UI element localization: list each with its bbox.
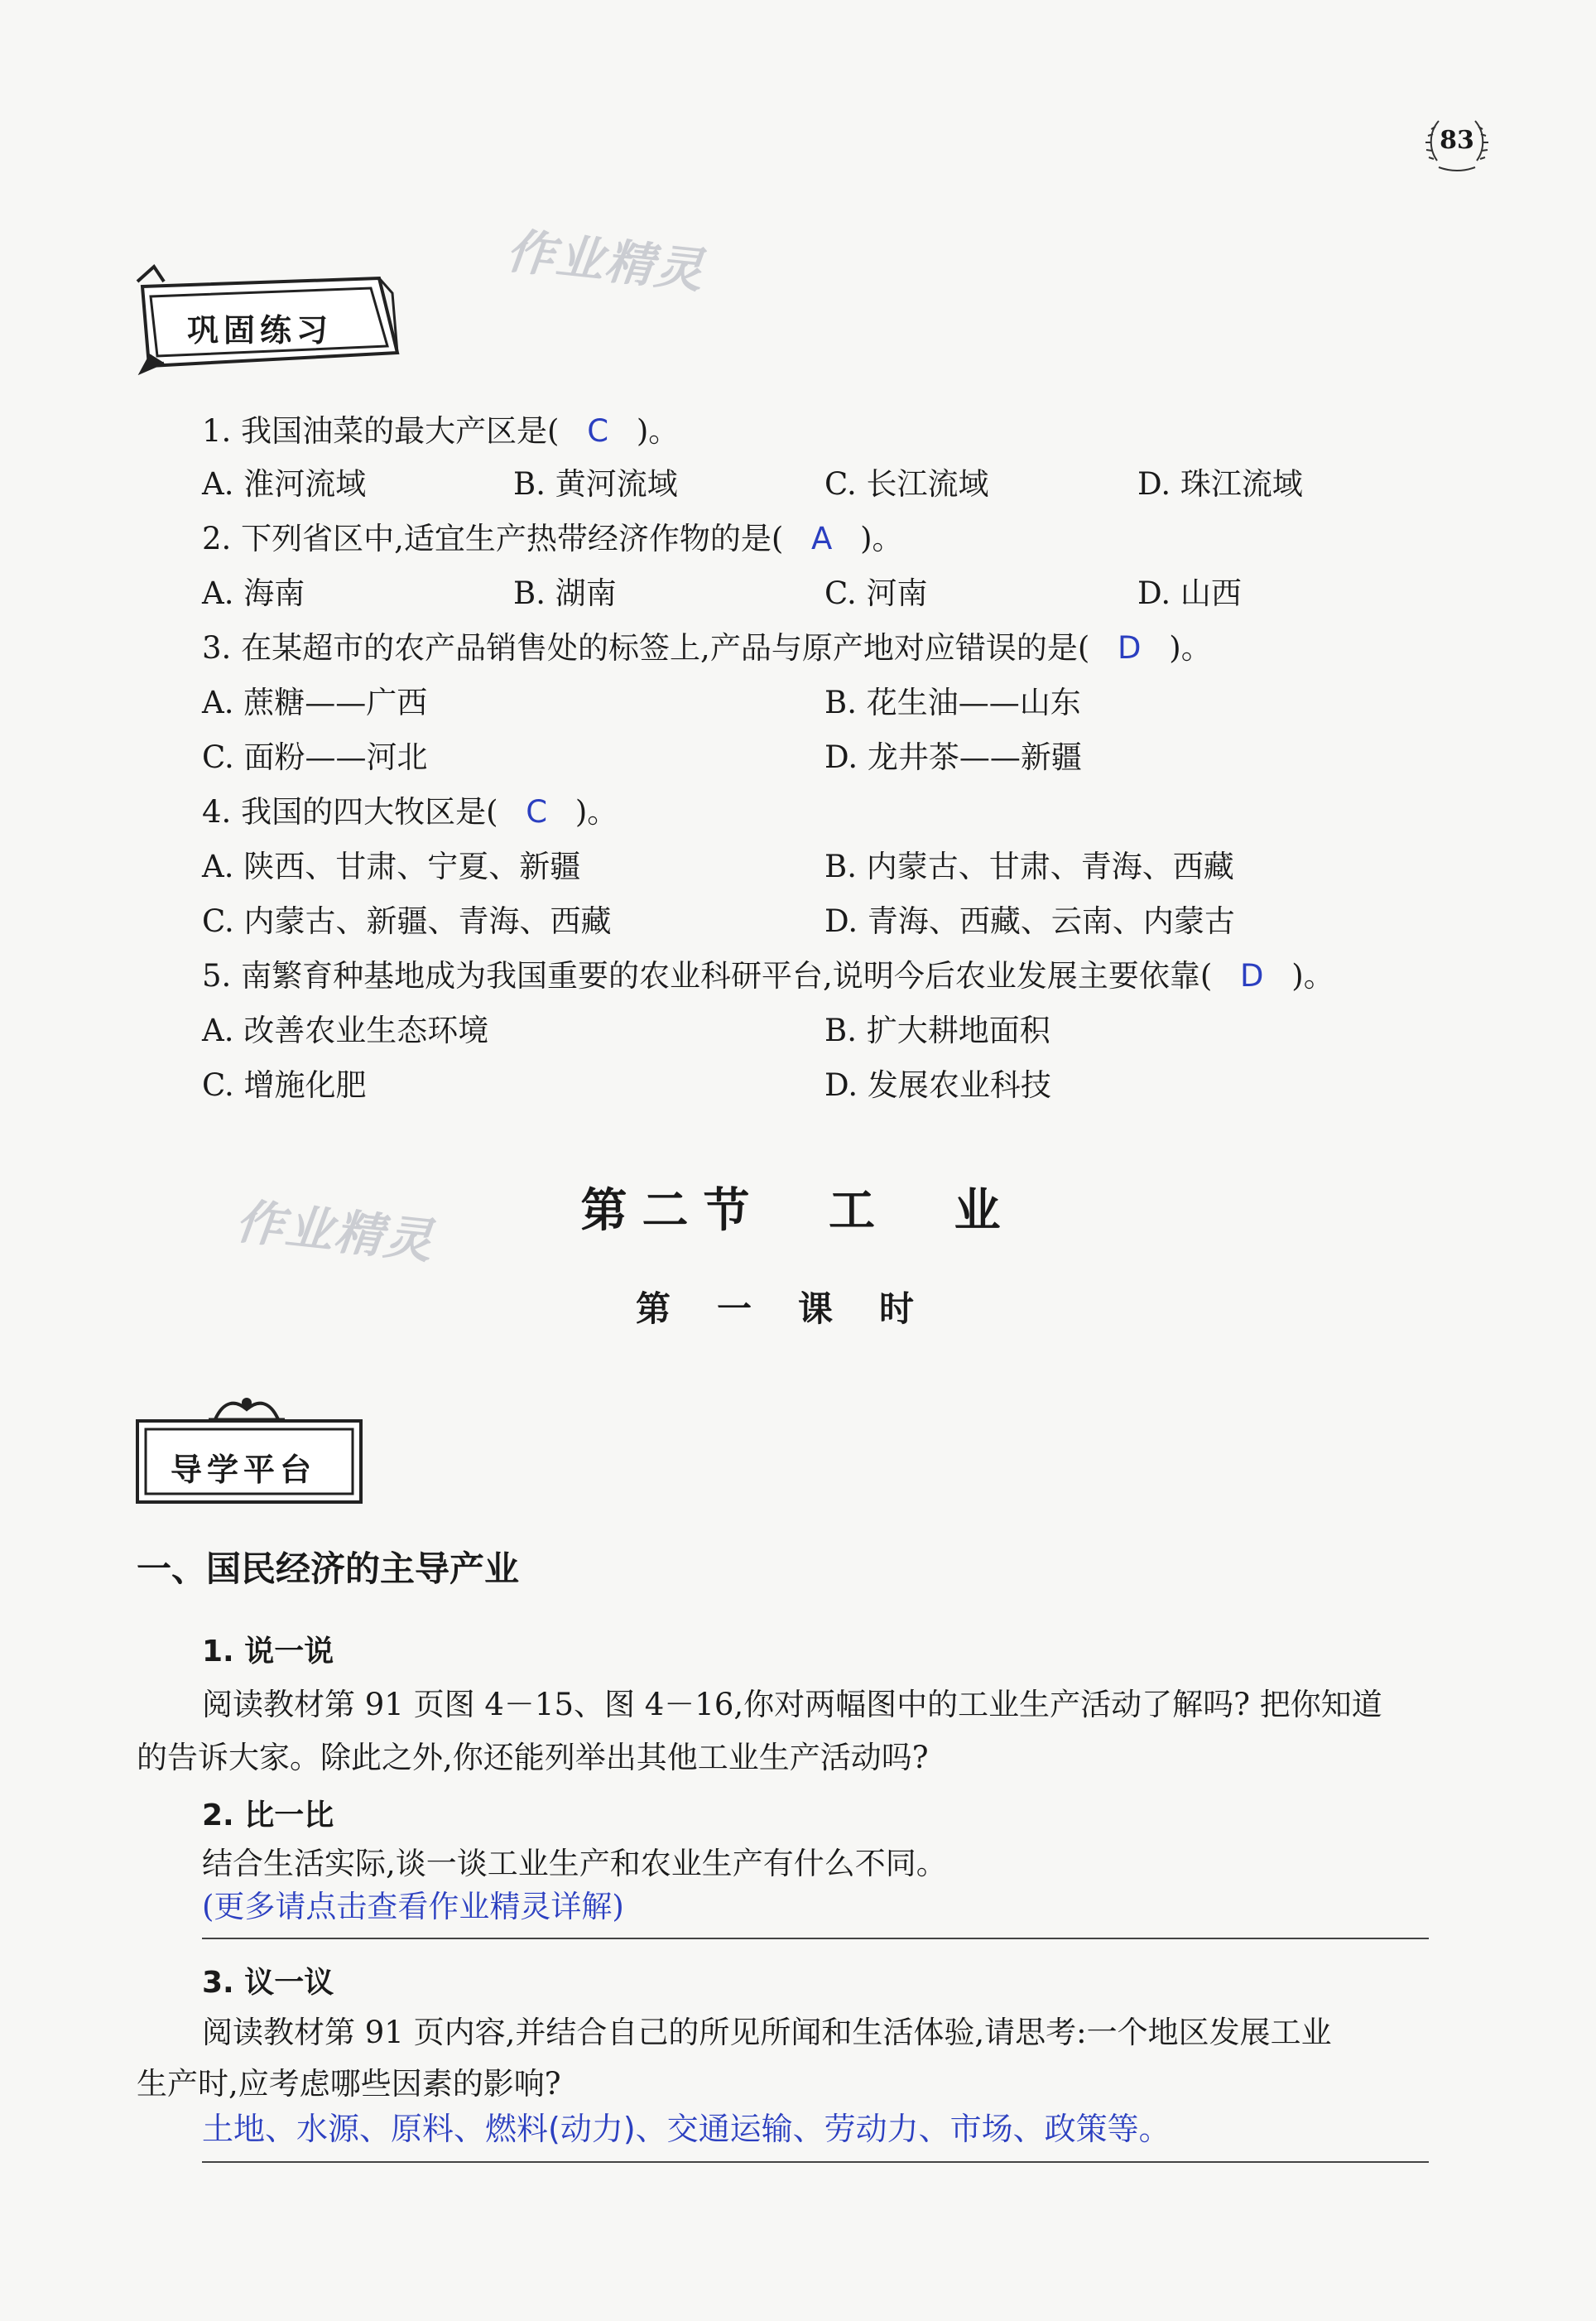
question-stem-end: )。 bbox=[1169, 630, 1212, 666]
option-a: A. 陕西、甘肃、宁夏、新疆 bbox=[202, 849, 581, 884]
practice-banner bbox=[131, 263, 404, 379]
option-d: D. 珠江流域 bbox=[1137, 466, 1303, 502]
question-stem-end: )。 bbox=[636, 413, 680, 449]
question-3 bbox=[202, 630, 1212, 666]
subsection-title: 2. 比一比 bbox=[202, 1799, 334, 1832]
option-b: B. 湖南 bbox=[513, 575, 617, 611]
heading-national-economy: 一、国民经济的主导产业 bbox=[137, 1548, 520, 1589]
option-d: D. 发展农业科技 bbox=[824, 1067, 1051, 1103]
option-a: A. 海南 bbox=[202, 575, 305, 611]
option-c: C. 增施化肥 bbox=[202, 1067, 367, 1103]
option-a: A. 改善农业生态环境 bbox=[202, 1013, 489, 1048]
subsection-title: 1. 说一说 bbox=[202, 1635, 334, 1669]
question-stem: 1. 我国油菜的最大产区是( bbox=[202, 413, 560, 449]
practice-banner-label: 巩固练习 bbox=[187, 312, 334, 349]
page-number-badge bbox=[1422, 109, 1492, 179]
question-1 bbox=[202, 413, 680, 449]
lesson-title: 第一课时 bbox=[635, 1288, 960, 1329]
paragraph-line: 生产时,应考虑哪些因素的影响? bbox=[137, 2066, 561, 2102]
option-c: C. 长江流域 bbox=[824, 466, 989, 502]
answer-rule bbox=[202, 1938, 1429, 1939]
question-stem-end: )。 bbox=[860, 521, 903, 556]
paragraph-line: 结合生活实际,谈一谈工业生产和农业生产有什么不同。 bbox=[202, 1846, 947, 1881]
more-details-link[interactable]: (更多请点击查看作业精灵详解) bbox=[202, 1889, 624, 1924]
guide-banner bbox=[132, 1391, 368, 1509]
watermark: 作业精灵 bbox=[233, 1192, 437, 1270]
question-5 bbox=[202, 958, 1334, 994]
paragraph-line: 阅读教材第 91 页图 4－15、图 4－16,你对两幅图中的工业生产活动了解吗? 把你知道 bbox=[202, 1687, 1382, 1722]
question-4 bbox=[202, 794, 618, 830]
question-answer: D bbox=[1118, 630, 1142, 666]
option-b: B. 内蒙古、甘肃、青海、西藏 bbox=[824, 849, 1234, 884]
option-d: D. 龙井茶——新疆 bbox=[824, 739, 1082, 775]
question-answer: C bbox=[587, 413, 609, 449]
option-a: A. 蔗糖——广西 bbox=[202, 685, 428, 720]
question-stem: 4. 我国的四大牧区是( bbox=[202, 794, 498, 830]
guide-banner-label: 导学平台 bbox=[171, 1452, 317, 1488]
option-b: B. 黄河流域 bbox=[513, 466, 678, 502]
paragraph-line: 阅读教材第 91 页内容,并结合自己的所见所闻和生活体验,请思考:一个地区发展工业 bbox=[202, 2015, 1332, 2050]
option-d: D. 山西 bbox=[1137, 575, 1242, 611]
option-c: C. 内蒙古、新疆、青海、西藏 bbox=[202, 903, 612, 939]
question-answer: A bbox=[811, 521, 833, 556]
option-b: B. 扩大耕地面积 bbox=[824, 1013, 1050, 1048]
option-a: A. 淮河流域 bbox=[202, 466, 367, 502]
option-d: D. 青海、西藏、云南、内蒙古 bbox=[824, 903, 1235, 939]
question-stem: 3. 在某超市的农产品销售处的标签上,产品与原产地对应错误的是( bbox=[202, 630, 1090, 666]
answer-rule bbox=[202, 2161, 1429, 2163]
section-title: 第二节 工 业 bbox=[580, 1184, 1016, 1238]
page-number-text: 83 bbox=[1440, 126, 1474, 155]
watermark: 作业精灵 bbox=[503, 222, 708, 300]
paragraph-line: 的告诉大家。除此之外,你还能列举出其他工业生产活动吗? bbox=[137, 1740, 929, 1775]
option-c: C. 河南 bbox=[824, 575, 928, 611]
question-answer: C bbox=[526, 794, 548, 830]
question-stem-end: )。 bbox=[574, 794, 618, 830]
question-2 bbox=[202, 523, 903, 554]
subsection-title: 3. 议一议 bbox=[202, 1966, 334, 2000]
question-answer: D bbox=[1240, 958, 1264, 994]
question-stem: 2. 下列省区中,适宜生产热带经济作物的是( bbox=[202, 521, 784, 556]
answer-text: 土地、水源、原料、燃料(动力)、交通运输、劳动力、市场、政策等。 bbox=[202, 2111, 1171, 2147]
question-stem: 5. 南繁育种基地成为我国重要的农业科研平台,说明今后农业发展主要依靠( bbox=[202, 958, 1213, 994]
question-stem-end: )。 bbox=[1291, 958, 1334, 994]
option-c: C. 面粉——河北 bbox=[202, 739, 428, 775]
option-b: B. 花生油——山东 bbox=[824, 685, 1081, 720]
